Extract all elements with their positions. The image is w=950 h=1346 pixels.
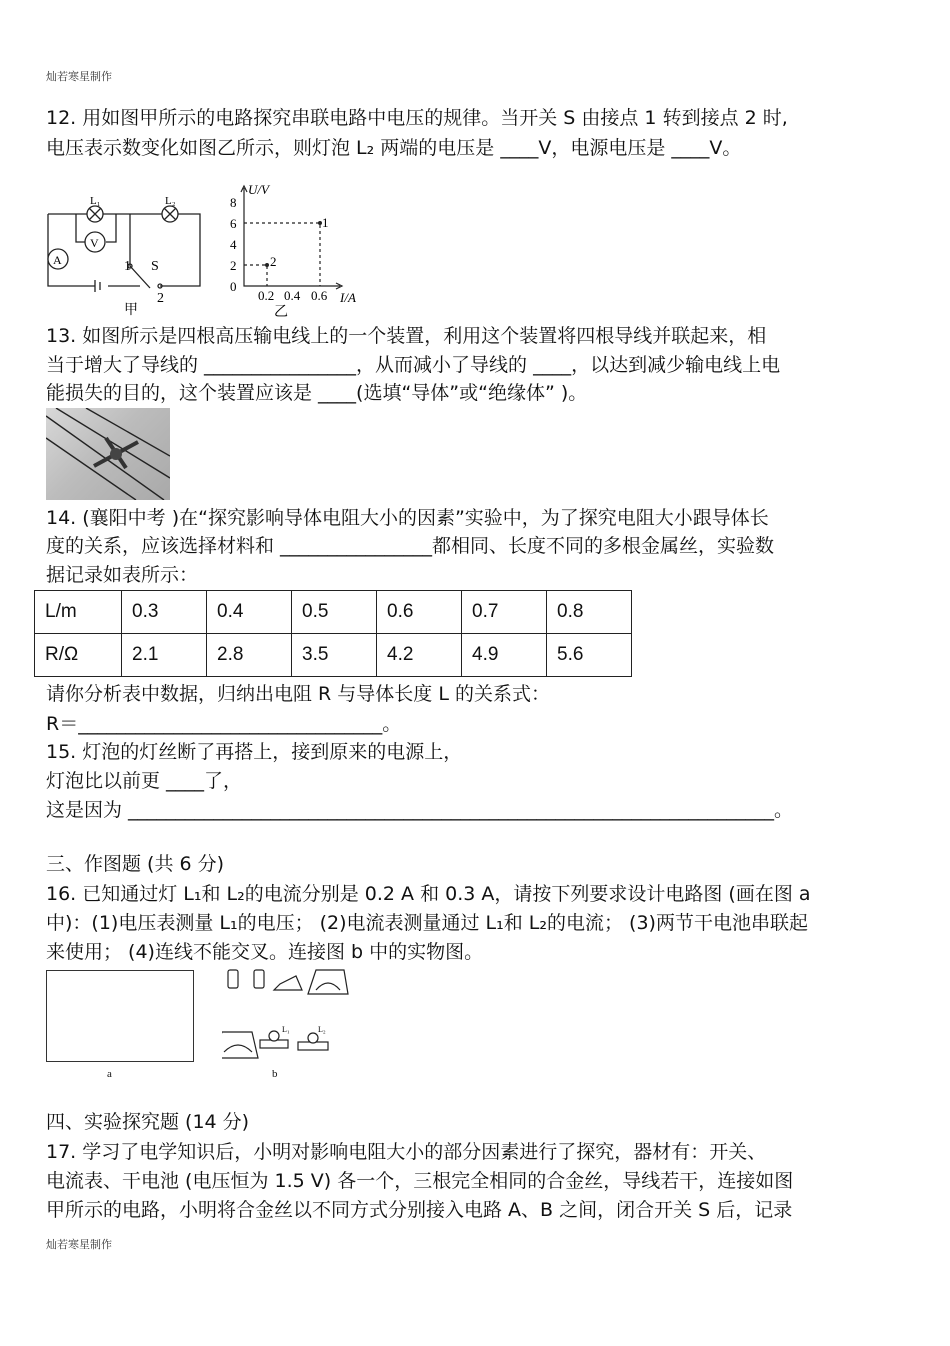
graph-caption: 乙: [274, 304, 288, 320]
table-cell: 5.6: [547, 634, 632, 677]
table-cell: R/Ω: [35, 634, 122, 677]
x-axis-label: I/A: [340, 290, 356, 305]
caption-a: a: [107, 1068, 112, 1080]
q14-line2: 度的关系，应该选择材料和 ________________都相同、长度不同的多根金属丝，实验数: [46, 535, 775, 557]
l2-label: L₂: [165, 195, 176, 207]
y-tick: 4: [230, 237, 237, 252]
q17-line2: 电流表、干电池 (电压恒为 1.5 V) 各一个，三根完全相同的合金丝，导线若干，连接如图: [46, 1170, 794, 1192]
y-axis-label: U/V: [248, 182, 269, 197]
table-cell: 2.8: [207, 634, 292, 677]
y-tick: 6: [230, 216, 237, 231]
y-tick: 8: [230, 195, 237, 210]
q17-line3: 甲所示的电路，小明将合金丝以不同方式分别接入电路 A、B 之间，闭合开关 S 后，记录: [46, 1199, 793, 1221]
table-cell: 4.2: [377, 634, 462, 677]
q14-line3: 据记录如表所示：: [46, 564, 199, 586]
x-tick: 0.2: [258, 288, 275, 303]
page-header: 灿若寒星制作: [46, 70, 112, 83]
circuit-caption: 甲: [124, 302, 138, 316]
contact-2-label: 2: [157, 291, 164, 306]
q15-line1: 15. 灯泡的灯丝断了再搭上，接到原来的电源上，: [46, 741, 463, 763]
q14-line5: R＝________________________________。: [46, 713, 402, 735]
drawing-box-a[interactable]: [46, 970, 194, 1062]
ammeter-label: A: [53, 253, 62, 267]
table-cell: 4.9: [462, 634, 547, 677]
q14-line1: 14. (襄阳中考 )在“探究影响导体电阻大小的因素”实验中，为了探究电阻大小跟导体长: [46, 507, 769, 529]
x-tick: 0.4: [284, 288, 301, 303]
section-3-title: 三、作图题 (共 6 分): [46, 853, 225, 875]
q13-line1: 13. 如图所示是四根高压输电线上的一个装置，利用这个装置将四根导线并联起来，相: [46, 325, 767, 347]
point-2-label: 2: [270, 254, 277, 269]
y-tick: 0: [230, 279, 237, 294]
table-cell: 0.3: [122, 591, 207, 634]
point-1-label: 1: [322, 215, 329, 230]
voltmeter-label: V: [90, 236, 99, 250]
battery-icon: [254, 970, 264, 988]
page-footer: 灿若寒星制作: [46, 1238, 112, 1251]
caption-b: b: [272, 1068, 278, 1080]
power-line-spacer-photo: [46, 408, 170, 500]
q14-line4: 请你分析表中数据，归纳出电阻 R 与导体长度 L 的关系式：: [46, 683, 550, 705]
q13-line3: 能损失的目的，这个装置应该是 ____(选填“导体”或“绝缘体” )。: [46, 382, 588, 404]
table-cell: 2.1: [122, 634, 207, 677]
table-cell: 0.7: [462, 591, 547, 634]
table-row: [35, 634, 632, 677]
switch-icon: [274, 976, 302, 990]
q12-line1: 12. 用如图甲所示的电路探究串联电路中电压的规律。当开关 S 由接点 1 转到接点 2 时,: [46, 107, 788, 129]
q16-line2: 中)：(1)电压表测量 L₁的电压； (2)电流表测量通过 L₁和 L₂的电流； (3)两节干电池串联起: [46, 912, 808, 934]
table-cell: 0.6: [377, 591, 462, 634]
circuit-diagram-jia: [40, 186, 220, 316]
u-i-graph-yi: [222, 180, 372, 320]
battery-icon: [228, 970, 238, 988]
meter-icon: [308, 970, 348, 994]
y-tick: 2: [230, 258, 237, 273]
q12-line2: 电压表示数变化如图乙所示，则灯泡 L₂ 两端的电压是 ____V，电源电压是 ____V。: [46, 137, 742, 159]
table-cell: L/m: [35, 591, 122, 634]
q13-line2: 当于增大了导线的 ________________，从而减小了导线的 ____，以达到减少输电线上电: [46, 354, 781, 376]
components-figure-b: [222, 962, 352, 1062]
q15-line2: 灯泡比以前更 ____了，: [46, 770, 243, 792]
resistance-length-table: [34, 590, 632, 677]
l1-label: L₁: [282, 1025, 290, 1034]
x-tick: 0.6: [311, 288, 328, 303]
section-4-title: 四、实验探究题 (14 分): [46, 1111, 250, 1133]
table-cell: 0.4: [207, 591, 292, 634]
table-cell: 0.5: [292, 591, 377, 634]
contact-1-label: 1: [124, 259, 131, 274]
switch-label: S: [151, 259, 159, 274]
q17-line1: 17. 学习了电学知识后，小明对影响电阻大小的部分因素进行了探究，器材有：开关、: [46, 1141, 767, 1163]
table-cell: 0.8: [547, 591, 632, 634]
l1-label: L₁: [90, 195, 101, 207]
q15-line3: 这是因为 ____________________________________________________________________。: [46, 799, 794, 821]
q16-line1: 16. 已知通过灯 L₁和 L₂的电流分别是 0.2 A 和 0.3 A，请按下列要求设计电路图 (画在图 a: [46, 883, 811, 905]
q16-line3: 来使用； (4)连线不能交叉。连接图 b 中的实物图。: [46, 941, 484, 963]
table-row: [35, 591, 632, 634]
table-cell: 3.5: [292, 634, 377, 677]
l2-label: L₂: [318, 1025, 326, 1034]
